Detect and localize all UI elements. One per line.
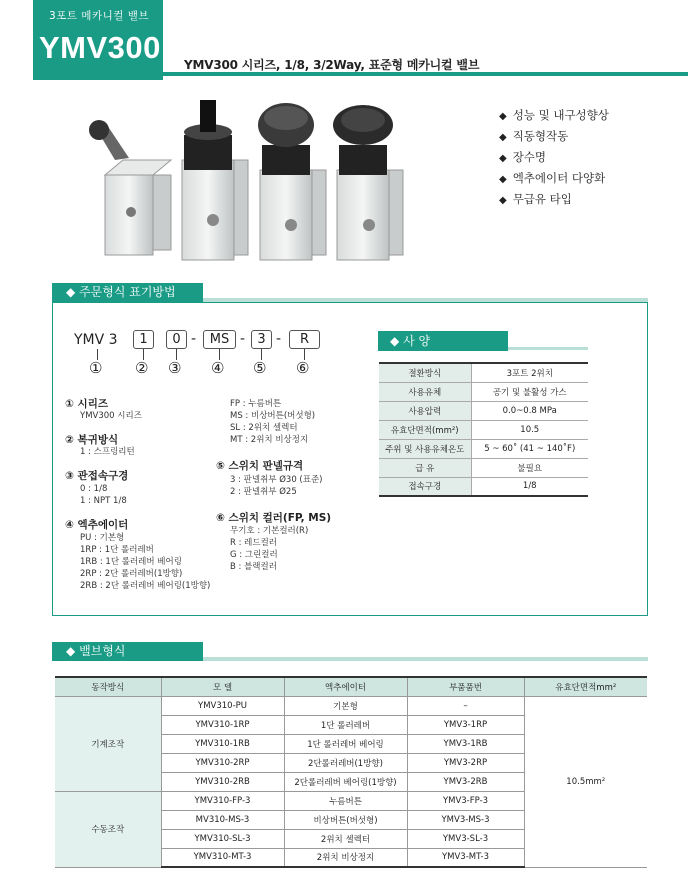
diamond-bullet-icon: ◆ bbox=[499, 195, 507, 206]
order-code-box: 3 bbox=[251, 330, 272, 349]
panel-item: 3 : 판넬취부 Ø30 (표준) bbox=[230, 475, 323, 485]
spec-row: 사용유체 공기 및 불활성 가스 bbox=[379, 382, 588, 401]
color-item: R : 레드컬러 bbox=[230, 538, 278, 548]
order-code-dash: - bbox=[240, 331, 246, 347]
spec-row: 급 유 불필요 bbox=[379, 458, 588, 477]
valve-section-rule bbox=[203, 657, 648, 661]
diamond-icon: ◆ bbox=[66, 285, 76, 299]
port-title: ③ 관접속구경 bbox=[65, 470, 129, 482]
valve-section-tab bbox=[52, 642, 203, 661]
diamond-icon: ◆ bbox=[66, 644, 76, 658]
actuator-title: ④ 엑추에이터 bbox=[65, 519, 129, 531]
spec-row: 주위 및 사용유체온도 5 ~ 60˚ (41 ~ 140˚F) bbox=[379, 439, 588, 458]
spec-row: 유효단면적(mm²) 10.5 bbox=[379, 420, 588, 439]
group-manual: 수동조작 bbox=[55, 791, 161, 867]
actuator-item: 2RP : 2단 롤러레버(1방향) bbox=[80, 569, 183, 579]
order-number: ⑤ bbox=[253, 359, 267, 377]
header-badge bbox=[33, 0, 163, 80]
order-number: ① bbox=[89, 359, 103, 377]
table-row: YMV310-1RB 1단 롤러레버 베어링 YMV3-1RB bbox=[55, 734, 647, 753]
valve-table bbox=[55, 676, 647, 868]
group-mechanical: 기계조작 bbox=[55, 696, 161, 791]
actuator-more-item: MS : 비상버튼(버섯형) bbox=[230, 411, 316, 421]
page-title: YMV300 시리즈, 1/8, 3/2Way, 표준형 메카니컬 밸브 bbox=[184, 58, 480, 72]
header-category: 3포트 메카니컬 밸브 bbox=[49, 10, 149, 22]
series-title: ① 시리즈 bbox=[65, 398, 108, 410]
diamond-bullet-icon: ◆ bbox=[499, 111, 507, 122]
actuator-item: 1RP : 1단 롤러레버 bbox=[80, 545, 154, 555]
table-row: YMV310-2RB 2단롤러레버 베어링(1방향) YMV3-2RB bbox=[55, 772, 647, 791]
return-title: ② 복귀방식 bbox=[65, 434, 119, 446]
effective-area: 10.5mm² bbox=[524, 696, 647, 867]
order-section-title: 주문형식 표기방법 bbox=[79, 285, 176, 299]
spec-row: 접속구경 1/8 bbox=[379, 477, 588, 496]
table-row: YMV310-MT-3 2위치 비상정지 YMV3-MT-3 bbox=[55, 848, 647, 867]
header-model: YMV300 bbox=[39, 30, 161, 65]
feature-item: ◆ 엑추에이터 다양화 bbox=[499, 171, 606, 185]
table-row: 기계조작 YMV310-PU 기본형 – 10.5mm² bbox=[55, 696, 647, 715]
spec-table bbox=[379, 362, 588, 497]
series-item: YMV300 시리즈 bbox=[80, 411, 142, 421]
order-number: ⑥ bbox=[296, 359, 310, 377]
emergency-button-valve-image bbox=[333, 105, 403, 260]
color-item: G : 그린컬러 bbox=[230, 550, 278, 560]
actuator-more-item: MT : 2위치 비상정지 bbox=[230, 435, 309, 445]
spec-row: 절환방식 3포트 2위치 bbox=[379, 363, 588, 382]
diamond-bullet-icon: ◆ bbox=[499, 153, 507, 164]
port-item: 0 : 1/8 bbox=[80, 484, 108, 494]
spec-section-tab bbox=[378, 331, 508, 351]
roller-lever-valve-image bbox=[89, 120, 171, 255]
diamond-bullet-icon: ◆ bbox=[499, 174, 507, 185]
actuator-more-item: FP : 누름버튼 bbox=[230, 399, 282, 409]
feature-item: ◆ 성능 및 내구성향상 bbox=[499, 108, 609, 122]
actuator-item: 1RB : 1단 롤러레버 베어링 bbox=[80, 557, 182, 567]
table-row: YMV310-1RP 1단 롤러레버 YMV3-1RP bbox=[55, 715, 647, 734]
return-item: 1 : 스프링리턴 bbox=[80, 447, 135, 457]
feature-item: ◆ 장수명 bbox=[499, 150, 547, 164]
order-code-prefix: YMV 3 bbox=[74, 332, 118, 348]
order-code-dash: - bbox=[191, 331, 197, 347]
selector-valve-image bbox=[182, 100, 248, 260]
order-code-box: MS bbox=[203, 330, 236, 349]
color-item: 무기호 : 기본컬러(R) bbox=[230, 526, 309, 536]
panel-title: ⑤ 스위치 판넬규격 bbox=[216, 460, 304, 472]
valve-header-row: 동작방식 모 델 엑추에이터 부품품번 유효단면적mm² bbox=[55, 677, 647, 696]
port-item: 1 : NPT 1/8 bbox=[80, 496, 127, 506]
actuator-item: 2RB : 2단 롤러레버 베어링(1방향) bbox=[80, 581, 211, 591]
color-item: B : 블랙컬러 bbox=[230, 562, 277, 572]
feature-list bbox=[499, 105, 609, 210]
table-row: YMV310-2RP 2단롤러레버(1방향) YMV3-2RP bbox=[55, 753, 647, 772]
actuator-item: PU : 기본형 bbox=[80, 533, 125, 543]
order-number: ④ bbox=[211, 359, 225, 377]
order-code-dash: - bbox=[276, 331, 282, 347]
header-divider bbox=[163, 72, 688, 76]
order-number: ③ bbox=[168, 359, 182, 377]
spec-section-rule bbox=[508, 347, 588, 350]
spec-row: 사용압력 0.0~0.8 MPa bbox=[379, 401, 588, 420]
order-section-tab bbox=[52, 283, 203, 302]
order-number: ② bbox=[135, 359, 149, 377]
feature-item: ◆ 무급유 타입 bbox=[499, 192, 572, 206]
table-row: 수동조작 YMV310-FP-3 누름버튼 YMV3-FP-3 bbox=[55, 791, 647, 810]
color-title: ⑥ 스위치 컬러(FP, MS) bbox=[216, 512, 332, 524]
diamond-bullet-icon: ◆ bbox=[499, 132, 507, 143]
diamond-icon: ◆ bbox=[390, 334, 400, 348]
valve-section-title: 밸브형식 bbox=[79, 644, 126, 658]
panel-item: 2 : 판넬취부 Ø25 bbox=[230, 487, 297, 497]
table-row: YMV310-SL-3 2위치 셀렉터 YMV3-SL-3 bbox=[55, 829, 647, 848]
order-code-box: 1 bbox=[133, 330, 154, 349]
order-code-box: 0 bbox=[166, 330, 187, 349]
actuator-more-item: SL : 2위치 셀렉터 bbox=[230, 423, 298, 433]
product-images bbox=[85, 90, 405, 270]
feature-item: ◆ 직동형작동 bbox=[499, 129, 569, 143]
mushroom-button-valve-image bbox=[258, 103, 326, 260]
order-code-box: R bbox=[289, 330, 320, 349]
spec-section-title: 사 양 bbox=[403, 334, 431, 348]
table-row: MV310-MS-3 비상버튼(버섯형) YMV3-MS-3 bbox=[55, 810, 647, 829]
